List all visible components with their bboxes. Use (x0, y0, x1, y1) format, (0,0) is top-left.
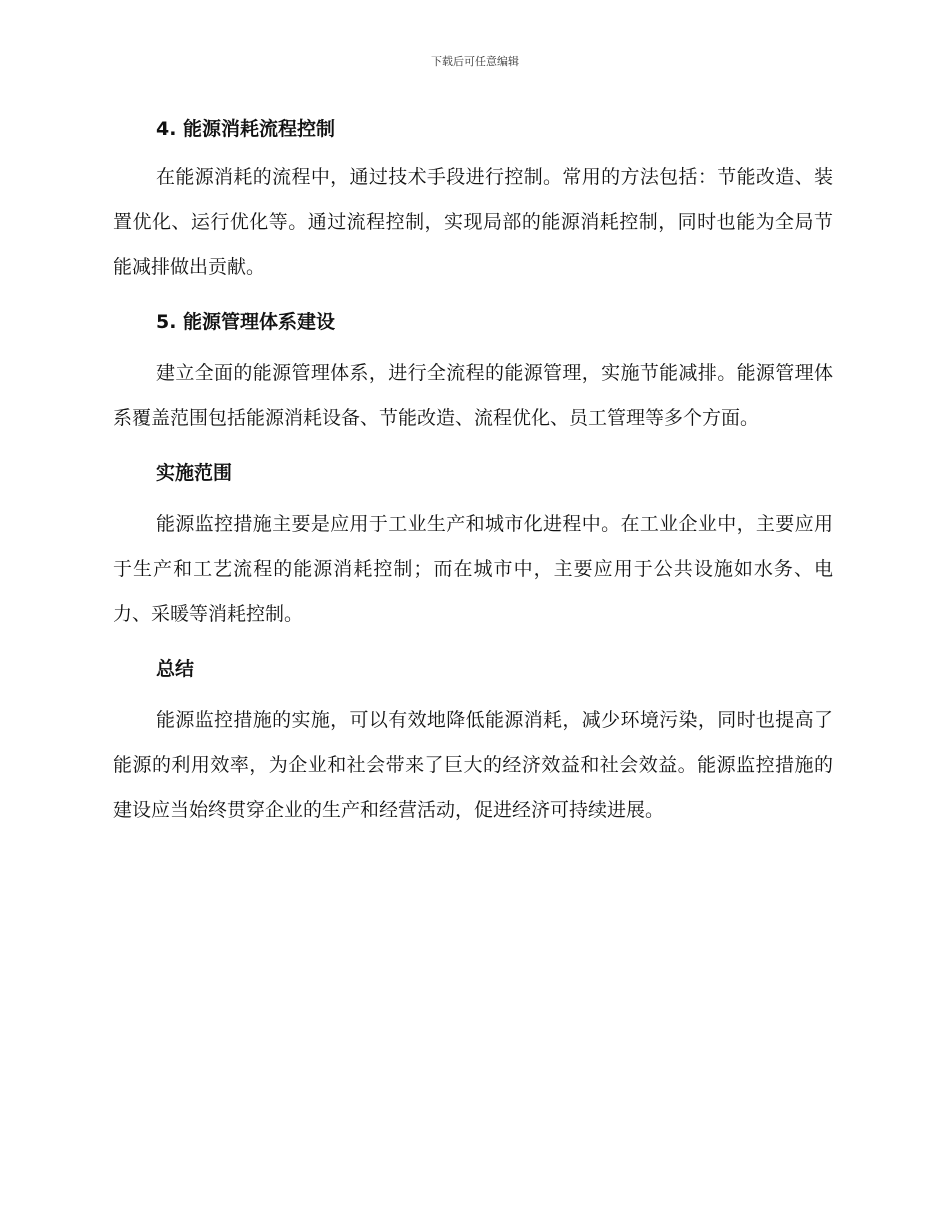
section-heading-summary: 总结 (156, 658, 195, 680)
section-heading-implementation-scope: 实施范围 (156, 462, 233, 484)
section-heading-energy-management-system: 5. 能源管理体系建设 (156, 311, 336, 333)
document-body (113, 110, 833, 833)
section-paragraph-energy-process-control: 在能源消耗的流程中，通过技术手段进行控制。常用的方法包括：节能改造、装置优化、运行优化等。通过流程控制，实现局部的能源消耗控制，同时也能为全局节能减排做出贡献。 (113, 166, 833, 278)
section-paragraph-implementation-scope: 能源监控措施主要是应用于工业生产和城市化进程中。在工业企业中，主要应用于生产和工艺流程的能源消耗控制；而在城市中，主要应用于公共设施如水务、电力、采暖等消耗控制。 (113, 513, 833, 625)
section-heading-energy-process-control: 4. 能源消耗流程控制 (156, 118, 336, 140)
section-paragraph-summary: 能源监控措施的实施，可以有效地降低能源消耗，减少环境污染，同时也提高了能源的利用效率，为企业和社会带来了巨大的经济效益和社会效益。能源监控措施的建设应当始终贯穿企业的生产和经营活动，促进经济可持续进展。 (113, 709, 833, 821)
page-header-note: 下载后可任意编辑 (431, 55, 519, 68)
section-paragraph-energy-management-system: 建立全面的能源管理体系，进行全流程的能源管理，实施节能减排。能源管理体系覆盖范围包括能源消耗设备、节能改造、流程优化、员工管理等多个方面。 (113, 362, 833, 429)
